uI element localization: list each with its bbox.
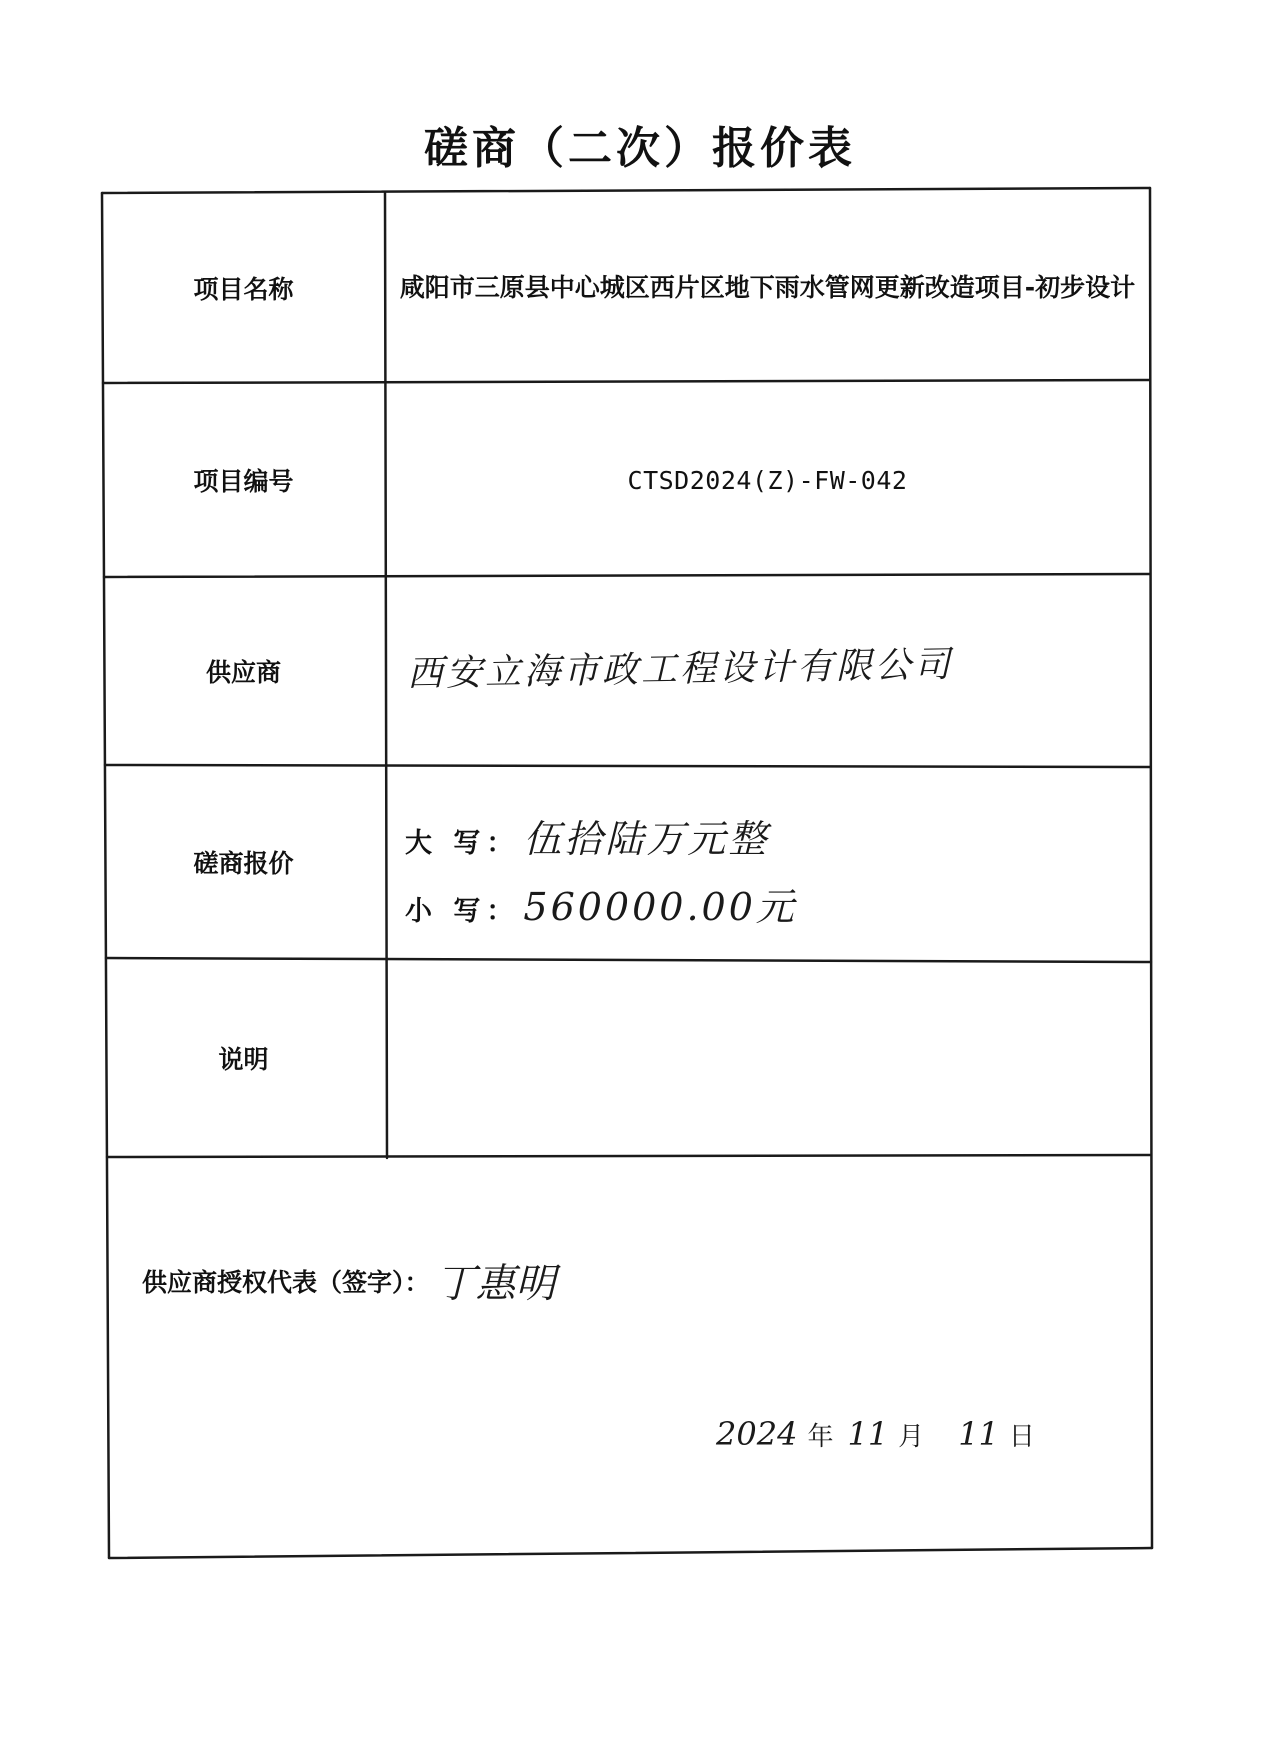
supplier-handwriting: 西安立海市政工程设计有限公司 [406, 643, 954, 695]
project-name-value [385, 193, 1150, 383]
quote-lowercase-handwriting: 560000.00元 [523, 885, 797, 929]
project-name-text: 咸阳市三原县中心城区西片区地下雨水管网更新改造项目-初步设计 [399, 273, 1136, 302]
project-number-label: 项目编号 [193, 467, 294, 496]
representative-row [142, 1252, 556, 1309]
date-year-unit: 年 [807, 1422, 834, 1452]
quote-uppercase-row [405, 808, 769, 863]
date-row [716, 1415, 1049, 1453]
representative-signature: 丁惠明 [435, 1261, 556, 1307]
supplier-value [385, 577, 1150, 765]
remarks-value [385, 958, 1150, 1157]
date-year: 2024 [716, 1415, 798, 1453]
form-title: 磋商（二次）报价表 [424, 123, 856, 174]
project-name-label: 项目名称 [193, 275, 294, 304]
date-month: 11 [847, 1415, 889, 1453]
project-number-value [385, 383, 1150, 577]
remarks-label: 说明 [218, 1044, 269, 1074]
project-number-text: CTSD2024(Z)-FW-042 [627, 465, 908, 495]
supplier-label: 供应商 [205, 658, 281, 687]
representative-label: 供应商授权代表（签字）： [142, 1267, 430, 1297]
quote-lowercase-row [405, 876, 797, 931]
quote-uppercase-handwriting: 伍拾陆万元整 [523, 817, 770, 861]
date-day: 11 [958, 1415, 999, 1453]
table-border-bottom [109, 1548, 1152, 1558]
quote-uppercase-label: 大 写： [405, 828, 520, 859]
table-border-right [1150, 188, 1152, 1548]
quote-label: 磋商报价 [193, 848, 294, 878]
date-month-unit: 月 [898, 1422, 925, 1452]
date-day-unit: 日 [1008, 1422, 1035, 1452]
quote-lowercase-label: 小 写： [405, 896, 520, 927]
